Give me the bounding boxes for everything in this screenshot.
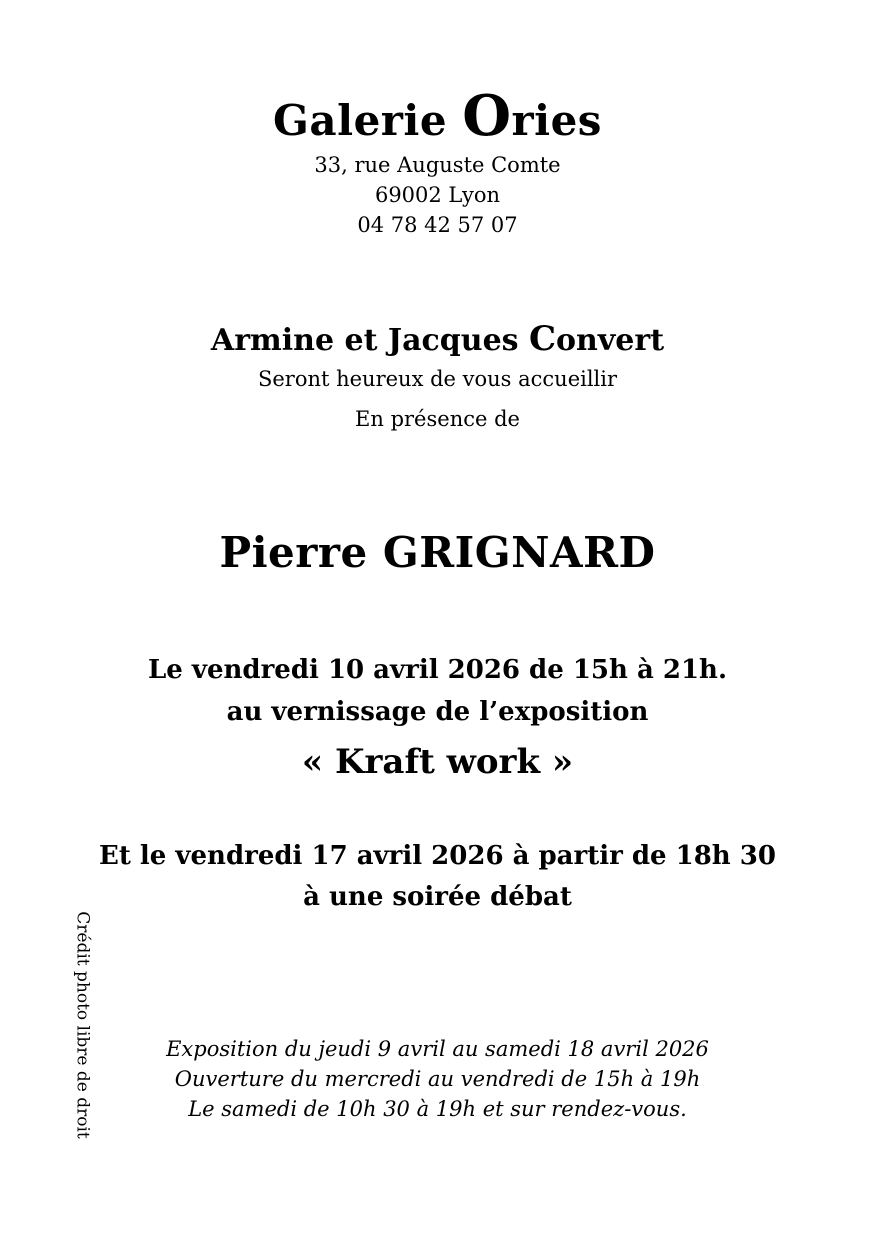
- gallery-name: [0, 83, 875, 149]
- gallery-name-first: Galerie: [273, 96, 463, 145]
- schedule-weekday-hours: Ouverture du mercredi au vendredi de 15h à 19h: [174, 1067, 701, 1091]
- debate-date: Et le vendredi 17 avril 2026 à partir de 18h 30: [99, 841, 776, 871]
- photo-credit: Crédit photo libre de droit: [72, 911, 93, 1139]
- artist-name: Pierre GRIGNARD: [219, 528, 656, 577]
- host-presence: En présence de: [355, 407, 520, 431]
- gallery-address-street: 33, rue Auguste Comte: [314, 153, 561, 177]
- opening-context: au vernissage de l’exposition: [226, 697, 649, 727]
- host-names: [0, 319, 875, 359]
- host-welcome: Seront heureux de vous accueillir: [257, 367, 618, 391]
- schedule-dates: Exposition du jeudi 9 avril au samedi 18 avril 2026: [166, 1037, 709, 1061]
- gallery-phone: 04 78 42 57 07: [357, 213, 518, 237]
- gallery-address-city: 69002 Lyon: [374, 183, 501, 207]
- gallery-name-initial: O: [462, 83, 512, 149]
- host-names-initial: C: [528, 319, 557, 359]
- debate-context: à une soirée débat: [303, 882, 572, 912]
- gallery-name-rest: ries: [511, 96, 602, 145]
- host-names-rest: onvert: [556, 323, 665, 358]
- host-names-prefix: Armine et Jacques: [210, 323, 529, 358]
- exhibition-title: « Kraft work »: [301, 742, 574, 782]
- opening-date: Le vendredi 10 avril 2026 de 15h à 21h.: [147, 655, 727, 685]
- schedule-saturday-hours: Le samedi de 10h 30 à 19h et sur rendez-vous.: [188, 1097, 687, 1121]
